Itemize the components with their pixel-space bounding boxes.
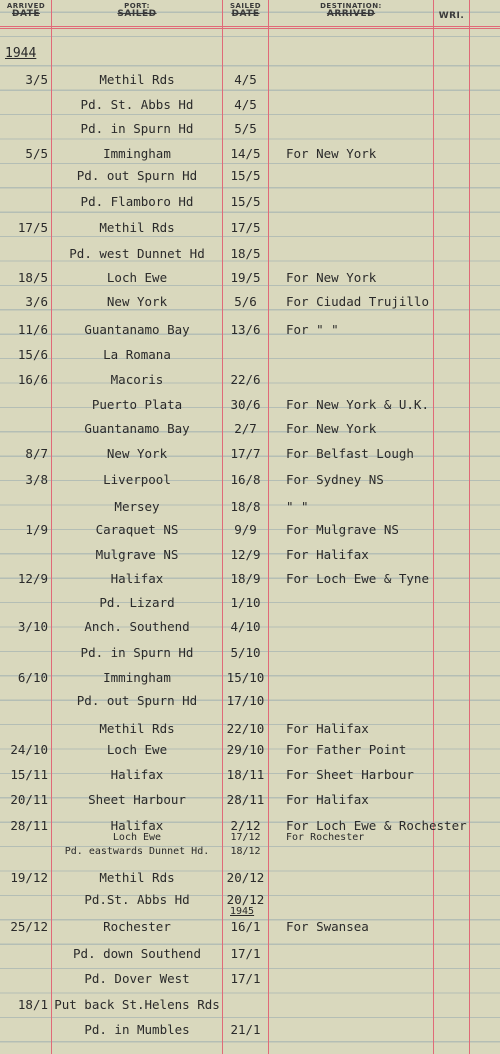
arrived-date: 28/11: [10, 818, 48, 833]
port-name: Loch Ewe: [106, 270, 168, 285]
arrived-date: 20/11: [10, 792, 48, 807]
port-name: Pd. in Spurn Hd: [80, 121, 194, 136]
arrived-date: 19/12: [10, 870, 48, 885]
sailed-date: 5/5: [234, 121, 257, 136]
port-name: Mersey: [114, 499, 160, 514]
port-name: Methil Rds: [99, 721, 175, 736]
column-rule: [268, 0, 269, 1054]
arrived-date: 18/5: [17, 270, 48, 285]
sailed-date: 15/10: [226, 670, 265, 685]
sailed-date: 18/5: [230, 246, 261, 261]
port-name: Liverpool: [103, 472, 171, 487]
arrived-date: 17/5: [17, 220, 48, 235]
sailed-date: 5/6: [234, 294, 257, 309]
sailed-date: 4/10: [230, 619, 261, 634]
destination: For New York: [286, 270, 377, 285]
port-name: Sheet Harbour: [88, 792, 186, 807]
sailed-date: 15/5: [230, 194, 261, 209]
port-name: Loch Ewe: [106, 742, 168, 757]
port-name: Pd. Lizard: [99, 595, 175, 610]
sailed-date: 19/5: [230, 270, 261, 285]
port-name: Pd. in Spurn Hd: [80, 645, 194, 660]
port-name: Pd.St. Abbs Hd: [84, 892, 190, 907]
port-header: PORT: SAILED: [117, 2, 157, 19]
destination: For Father Point: [286, 742, 407, 757]
arrived-date: 18/1: [17, 997, 48, 1012]
port-name: New York: [106, 294, 168, 309]
arrived-date: 3/5: [25, 72, 48, 87]
sailed-date: 9/9: [234, 522, 257, 537]
destination: For Rochester: [286, 832, 365, 843]
destination: For Swansea: [286, 919, 369, 934]
port-name: Pd. out Spurn Hd: [76, 168, 198, 183]
destination: For New York: [286, 146, 377, 161]
sailed-date: 18/9: [230, 571, 261, 586]
destination: For Ciudad Trujillo: [286, 294, 429, 309]
port-name: Guantanamo Bay: [84, 421, 190, 436]
destination: For Sheet Harbour: [286, 767, 414, 782]
port-name: Macoris: [110, 372, 164, 387]
header-rule: [0, 26, 500, 27]
port-name: Pd. out Spurn Hd: [76, 693, 198, 708]
port-name: Caraquet NS: [95, 522, 179, 537]
port-name: Pd. west Dunnet Hd: [69, 246, 205, 261]
port-name: Mulgrave NS: [95, 547, 179, 562]
sailed-date: 20/12: [226, 870, 265, 885]
sailed-date: 2/7: [234, 421, 257, 436]
arrived-date: 15/11: [10, 767, 48, 782]
port-name: Methil Rds: [99, 870, 175, 885]
destination-header: DESTINATION: ARRIVED: [320, 2, 382, 19]
sailed-date: 17/1: [230, 946, 261, 961]
destination: For Loch Ewe & Rochester: [286, 818, 467, 833]
port-name: Pd. eastwards Dunnet Hd.: [64, 846, 210, 857]
arrived-header: ARRIVED DATE: [6, 2, 46, 19]
sailed-date: 21/1: [230, 1022, 261, 1037]
arrived-date: 15/6: [17, 347, 48, 362]
port-name: Anch. Southend: [84, 619, 190, 634]
sailed-date: 30/6: [230, 397, 261, 412]
destination: For Sydney NS: [286, 472, 384, 487]
destination: For Mulgrave NS: [286, 522, 399, 537]
port-name: Pd. St. Abbs Hd: [80, 97, 194, 112]
wri-header: WRI.: [438, 11, 465, 21]
arrived-date: 3/6: [25, 294, 48, 309]
port-name: Methil Rds: [99, 72, 175, 87]
port-name: Halifax: [110, 767, 164, 782]
sailed-date: 17/10: [226, 693, 265, 708]
sailed-date: 16/8: [230, 472, 261, 487]
sailed-date: 2/12: [230, 818, 261, 833]
port-name: Put back St.Helens Rds: [54, 997, 220, 1012]
port-name: Guantanamo Bay: [84, 322, 190, 337]
sailed-date: 17/1: [230, 971, 261, 986]
sailed-date: 4/5: [234, 72, 257, 87]
arrived-date: 8/7: [25, 446, 48, 461]
arrived-date: 12/9: [17, 571, 48, 586]
destination: For New York: [286, 421, 377, 436]
arrived-date: 3/8: [25, 472, 48, 487]
port-name: Puerto Plata: [91, 397, 183, 412]
port-name: Halifax: [110, 818, 164, 833]
sailed-date: 22/6: [230, 372, 261, 387]
sailed-date: 4/5: [234, 97, 257, 112]
port-name: Loch Ewe: [112, 832, 162, 843]
arrived-date: 6/10: [17, 670, 48, 685]
port-name: Methil Rds: [99, 220, 175, 235]
header-rule: [0, 28, 500, 29]
port-name: Pd. Flamboro Hd: [80, 194, 194, 209]
sailed-date: 16/1: [230, 919, 261, 934]
port-name: Immingham: [103, 670, 171, 685]
sailed-date: 14/5: [230, 146, 261, 161]
year-label: 1945: [230, 906, 255, 917]
destination: For " ": [286, 322, 339, 337]
destination: For Loch Ewe & Tyne: [286, 571, 429, 586]
destination: For Halifax: [286, 547, 369, 562]
port-name: Pd. in Mumbles: [84, 1022, 190, 1037]
port-name: Pd. Dover West: [84, 971, 190, 986]
arrived-date: 11/6: [17, 322, 48, 337]
sailed-date: 12/9: [230, 547, 261, 562]
port-name: New York: [106, 446, 168, 461]
sailed-date: 1/10: [230, 595, 261, 610]
port-name: Halifax: [110, 571, 164, 586]
destination: For New York & U.K.: [286, 397, 429, 412]
sailed-date: 22/10: [226, 721, 265, 736]
port-name: Pd. down Southend: [73, 946, 201, 961]
destination: For Halifax: [286, 792, 369, 807]
sailed-date: 17/7: [230, 446, 261, 461]
arrived-date: 24/10: [10, 742, 48, 757]
sailed-date: 28/11: [226, 792, 265, 807]
sailed-date: 18/8: [230, 499, 261, 514]
port-name: Immingham: [103, 146, 171, 161]
arrived-date: 3/10: [17, 619, 48, 634]
arrived-date: 16/6: [17, 372, 48, 387]
arrived-date: 5/5: [25, 146, 48, 161]
destination: For Halifax: [286, 721, 369, 736]
sailed-header: SAILED DATE: [229, 2, 262, 19]
destination: " ": [286, 499, 309, 514]
sailed-date: 18/11: [226, 767, 265, 782]
sailed-date: 18/12: [230, 846, 261, 857]
column-rule: [433, 0, 434, 1054]
sailed-date: 5/10: [230, 645, 261, 660]
arrived-date: 25/12: [10, 919, 48, 934]
year-label: 1944: [5, 46, 37, 61]
port-name: La Romana: [103, 347, 171, 362]
sailed-date: 17/5: [230, 220, 261, 235]
port-name: Rochester: [103, 919, 171, 934]
sailed-date: 15/5: [230, 168, 261, 183]
sailed-date: 13/6: [230, 322, 261, 337]
sailed-date: 17/12: [230, 832, 261, 843]
arrived-date: 1/9: [25, 522, 48, 537]
sailed-date: 20/12: [226, 892, 265, 907]
column-rule: [51, 0, 52, 1054]
sailed-date: 29/10: [226, 742, 265, 757]
column-rule: [469, 0, 470, 1054]
destination: For Belfast Lough: [286, 446, 414, 461]
